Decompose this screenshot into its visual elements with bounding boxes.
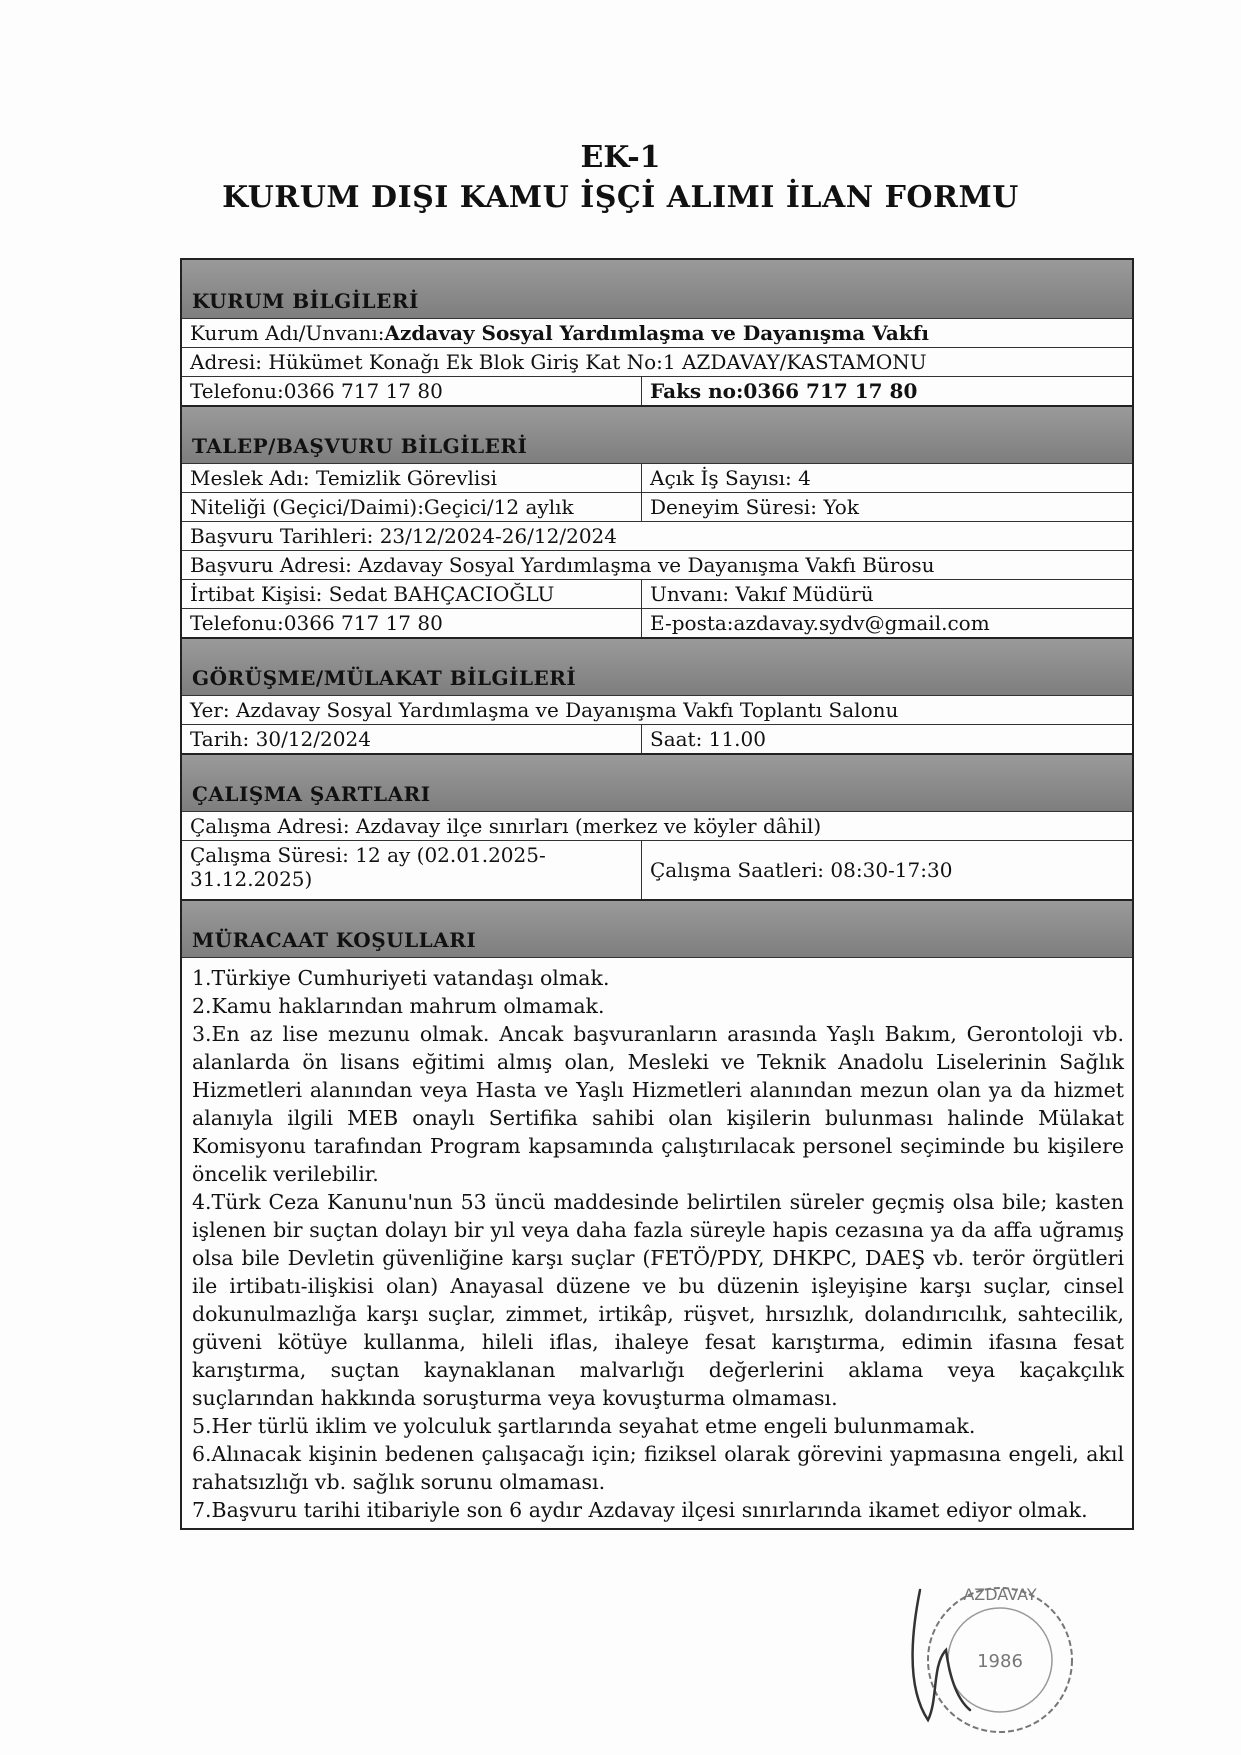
official-stamp xyxy=(880,1570,1080,1740)
calisma-adresi: Çalışma Adresi: Azdavay ilçe sınırları (merkez ve köyler dâhil) xyxy=(190,814,822,838)
condition-item: 2.Kamu haklarından mahrum olmamak. xyxy=(192,994,605,1018)
meslek-adi: Meslek Adı: Temizlik Görevlisi xyxy=(182,464,642,492)
stamp-year: 1986 xyxy=(977,1651,1023,1672)
condition-item: 5.Her türlü iklim ve yolculuk şartlarında seyahat etme engeli bulunmamak. xyxy=(192,1414,976,1438)
basvuru-adresi: Başvuru Adresi: Azdavay Sosyal Yardımlaşma ve Dayanışma Vakfı Bürosu xyxy=(190,553,935,577)
row-gorusme-yer xyxy=(182,695,1132,724)
row-iletisim xyxy=(182,608,1132,637)
kurum-name-label: Kurum Adı/Unvanı: xyxy=(190,321,385,345)
gorusme-saat: Saat: 11.00 xyxy=(650,727,766,751)
application-form xyxy=(180,258,1134,1530)
row-kurum-name xyxy=(182,318,1132,347)
form-title: KURUM DIŞI KAMU İŞÇİ ALIMI İLAN FORMU xyxy=(222,180,1019,215)
row-basvuru-tarihleri xyxy=(182,521,1132,550)
irtibat-unvan: Unvanı: Vakıf Müdürü xyxy=(650,582,874,606)
condition-item: 4.Türk Ceza Kanunu'nun 53 üncü maddesinde belirtilen süreler geçmiş olsa bile; kasten işlenen bir suçtan dolayı bir yıl veya daha fazla süreyle hapis cezasına ya da affa uğramış olsa bile Devletin güvenliğine karşı suçlar (FETÖ/PDY, DHKPC, DAEŞ vb. terör örgütleri ile irtibatı-ilişkisi olan) Anayasal düzene ve bu düzenin işleyişine karşı suçlar, cinsel dokunulmazlığa karşı suçlar, zimmet, irtikâp, rüşvet, hırsızlık, dolandırıcılık, sahtecilik, güveni kötüye kullanma, hileli iflas, ihaleye fesat karıştırma, edimin ifasına fesat karıştırma, suçtan kaynaklanan malvarlığı değerlerini aklama veya kaçakçılık suçlarından hakkında soruşturma veya kovuşturma olmaması. xyxy=(192,1190,1124,1410)
row-kurum-address xyxy=(182,347,1132,376)
section-gorusme-header: GÖRÜŞME/MÜLAKAT BİLGİLERİ xyxy=(182,637,1132,695)
condition-item: 3.En az lise mezunu olmak. Ancak başvuranların arasında Yaşlı Bakım, Gerontoloji vb. alanlarda ön lisans eğitimi almış olan, Mesleki ve Teknik Anadolu Liselerinin Sağlık Hizmetleri alanından veya Hasta ve Yaşlı Hizmetleri alanından mezun olan ya da hizmet alanıyla ilgili MEB onaylı Sertifika sahibi olan kişilerin bulunması halinde Mülakat Komisyonu tarafından Program kapsamında çalıştırılacak personel seçiminde bu kişilere öncelik verilebilir. xyxy=(192,1022,1124,1186)
acik-is-sayisi: Açık İş Sayısı: 4 xyxy=(650,466,811,490)
kurum-name-value: Azdavay Sosyal Yardımlaşma ve Dayanışma Vakfı xyxy=(384,321,929,345)
section-kurum-header: KURUM BİLGİLERİ xyxy=(182,260,1132,318)
section-calisma-header: ÇALIŞMA ŞARTLARI xyxy=(182,753,1132,811)
basvuru-tarihleri: Başvuru Tarihleri: 23/12/2024-26/12/2024 xyxy=(190,524,618,548)
section-muracaat-header: MÜRACAAT KOŞULLARI xyxy=(182,899,1132,957)
kurum-name-cell xyxy=(182,319,1132,347)
nitelik: Niteliği (Geçici/Daimi):Geçici/12 aylık xyxy=(182,493,642,521)
condition-item: 7.Başvuru tarihi itibariyle son 6 aydır Azdavay ilçesi sınırlarında ikamet ediyor olmak. xyxy=(192,1498,1088,1522)
deneyim-suresi: Deneyim Süresi: Yok xyxy=(650,495,859,519)
stamp-text: AZDAVAY xyxy=(963,1585,1037,1604)
row-irtibat xyxy=(182,579,1132,608)
row-gorusme-tarih xyxy=(182,724,1132,753)
gorusme-tarih: Tarih: 30/12/2024 xyxy=(182,725,642,753)
row-basvuru-adresi xyxy=(182,550,1132,579)
condition-item: 1.Türkiye Cumhuriyeti vatandaşı olmak. xyxy=(192,966,610,990)
kurum-fax: Faks no:0366 717 17 80 xyxy=(650,379,918,403)
row-calisma-sure xyxy=(182,840,1132,899)
gorusme-yer: Yer: Azdavay Sosyal Yardımlaşma ve Dayanışma Vakfı Toplantı Salonu xyxy=(190,698,899,722)
talep-telefon: Telefonu:0366 717 17 80 xyxy=(182,609,642,637)
row-meslek xyxy=(182,463,1132,492)
calisma-suresi: Çalışma Süresi: 12 ay (02.01.2025-31.12.2025) xyxy=(182,841,642,899)
annex-label: EK-1 xyxy=(580,140,661,175)
kurum-phone: Telefonu:0366 717 17 80 xyxy=(182,377,642,405)
muracaat-list xyxy=(182,957,1132,1528)
row-kurum-phone xyxy=(182,376,1132,405)
condition-item: 6.Alınacak kişinin bedenen çalışacağı için; fiziksel olarak görevini yapmasına engeli, akıl rahatsızlığı vb. sağlık sorunu olmaması. xyxy=(192,1442,1124,1494)
section-talep-header: TALEP/BAŞVURU BİLGİLERİ xyxy=(182,405,1132,463)
row-calisma-adres xyxy=(182,811,1132,840)
calisma-saatleri: Çalışma Saatleri: 08:30-17:30 xyxy=(650,858,953,882)
talep-eposta: E-posta:azdavay.sydv@gmail.com xyxy=(650,611,990,635)
kurum-address: Adresi: Hükümet Konağı Ek Blok Giriş Kat No:1 AZDAVAY/KASTAMONU xyxy=(190,350,927,374)
row-nitelik xyxy=(182,492,1132,521)
irtibat-kisisi: İrtibat Kişisi: Sedat BAHÇACIOĞLU xyxy=(182,580,642,608)
